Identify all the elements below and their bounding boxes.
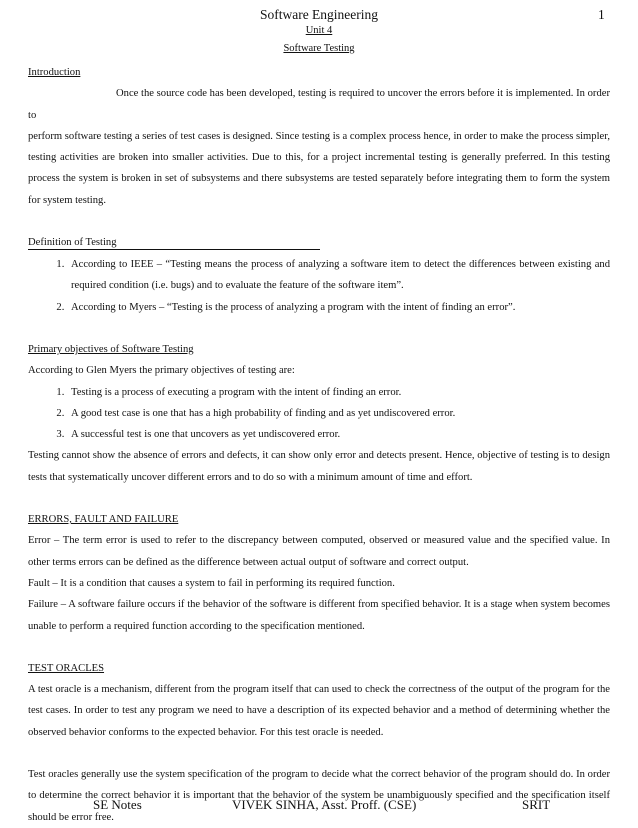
objectives-intro: According to Glen Myers the primary objectives of testing are: [28, 365, 295, 377]
objectives-heading: Primary objectives of Software Testing [28, 343, 194, 355]
footer-left: SE Notes [93, 797, 142, 812]
objective-item: 1. Testing is a process of executing a program with the intent of finding an error. [67, 382, 610, 403]
introduction-paragraph: perform software testing a series of test cases is designed. Since testing is a complex process hence, in order to make the process simpler, testing activities are broken into smaller activities. Due to this, for a project incremental testing is generally preferred. In this testing process the system is broken in set of subsystems and there subsystems are tested separately before integrating them to form the system for system testing. [28, 130, 610, 206]
unit-label: Unit 4 [305, 25, 333, 36]
document-body [28, 62, 610, 828]
fault-definition: Fault – It is a condition that causes a system to fail in performing its required function. [28, 577, 395, 589]
definition-heading: Definition of Testing [28, 232, 320, 250]
footer-right: SRIT [522, 797, 551, 812]
errors-heading: ERRORS, FAULT AND FAILURE [28, 514, 179, 526]
objective-item: 3. A successful test is one that uncovers as yet undiscovered error. [67, 424, 610, 445]
failure-definition: Failure – A software failure occurs if the behavior of the software is different from specified behavior. It is a stage when system becomes unable to perform a required function according to the specification mentioned. [28, 599, 610, 632]
page-subtitle: Software Testing [283, 43, 355, 54]
oracles-heading: TEST ORACLES [28, 662, 105, 674]
introduction-line1: Once the source code has been developed, testing is required to uncover the errors before it is implemented. In order to [28, 88, 610, 121]
oracles-paragraph-1: A test oracle is a mechanism, different from the program itself that can used to check the correctness of the output of the program for the test cases. In order to test any program we need to have a description of its expected behavior and a method of determining whether the observed behavior conforms to the expected behavior. For this test oracle is needed. [28, 684, 610, 738]
introduction-heading: Introduction [28, 67, 81, 78]
error-definition: Error – The term error is used to refer to the discrepancy between computed, observed or measured value and the specified value. In other terms errors can be defined as the difference between actual output of software and correct output. [28, 535, 610, 568]
page-number: 1 [598, 7, 605, 22]
objectives-summary: Testing cannot show the absence of errors and defects, it can show only error and detects present. Hence, objective of testing is to design tests that systematically uncover different errors and to do so with a minimum amount of time and effort. [28, 450, 610, 483]
objective-item: 2. A good test case is one that has a high probability of finding and as yet undiscovered error. [67, 403, 610, 424]
footer-center: VIVEK SINHA, Asst. Proff. (CSE) [232, 797, 417, 812]
definition-list [28, 254, 610, 318]
definition-item: 2. According to Myers – “Testing is the process of analyzing a program with the intent of finding an error”. [67, 297, 610, 318]
definition-item: 1. According to IEEE – “Testing means the process of analyzing a software item to detect the differences between existing and required condition (i.e. bugs) and to evaluate the feature of the software item”. [67, 254, 610, 297]
objectives-list [28, 382, 610, 446]
page-title: Software Engineering [259, 7, 379, 22]
oracles-paragraph-2: Test oracles generally use the system specification of the program to decide what the correct behavior of the program should do. In order to determine the correct behavior it is important that the behavior of the system be unambiguously specified and the specification itself should be error free. [28, 769, 610, 823]
